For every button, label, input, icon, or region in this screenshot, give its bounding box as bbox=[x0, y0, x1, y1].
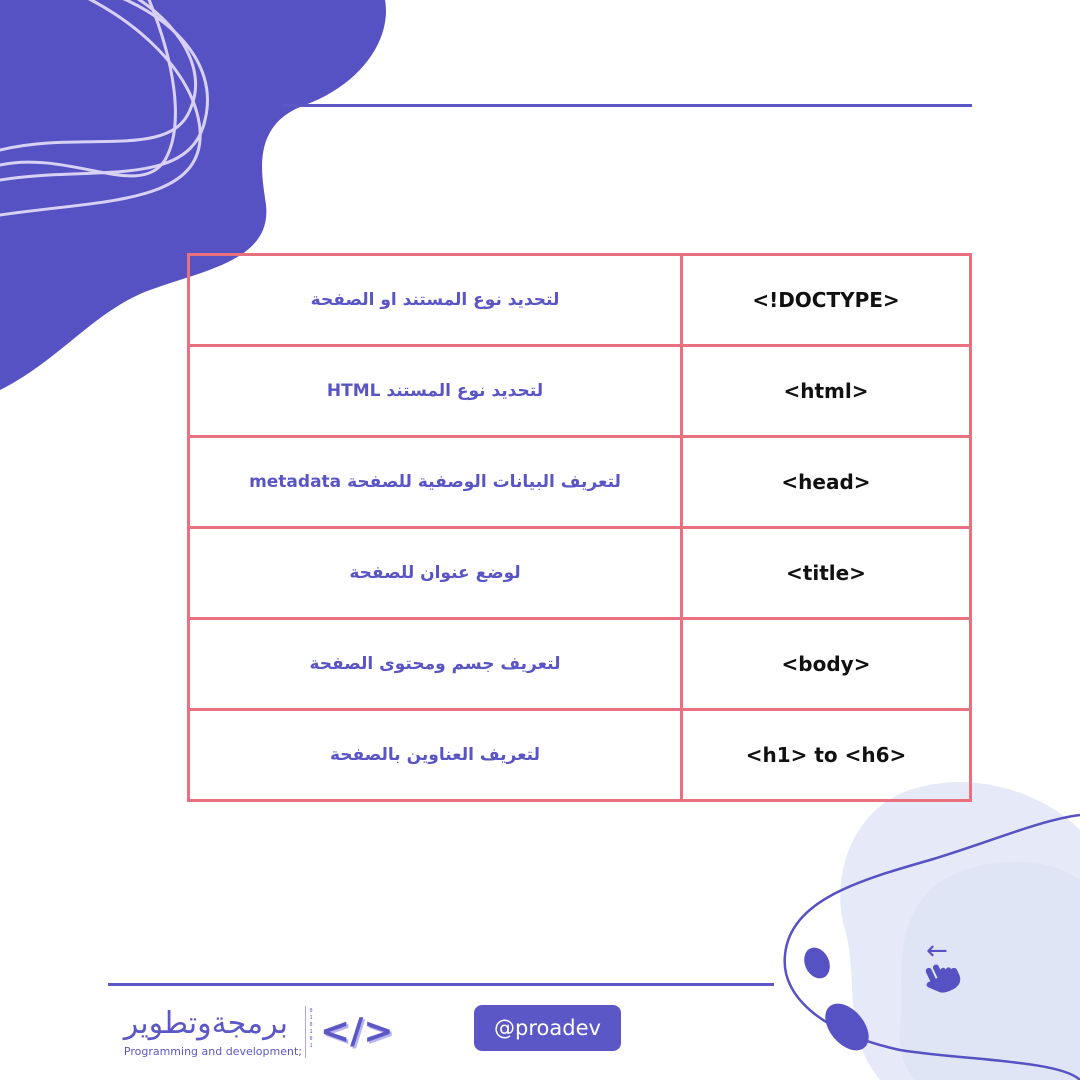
table-row bbox=[189, 346, 971, 437]
table-row bbox=[189, 437, 971, 528]
table-row bbox=[189, 528, 971, 619]
swipe-arrow-icon: ← bbox=[926, 936, 948, 966]
top-rule bbox=[283, 104, 972, 107]
logo-bit: 0 bbox=[309, 1022, 313, 1028]
tag-description: لتحديد نوع المستند او الصفحة bbox=[189, 255, 682, 346]
tag-description: لتعريف البيانات الوصفية للصفحة metadata bbox=[189, 437, 682, 528]
code-brackets-icon: </> bbox=[320, 1011, 394, 1052]
logo-binary-bits bbox=[306, 1008, 316, 1050]
dot-small bbox=[799, 943, 834, 982]
tag-description: لوضع عنوان للصفحة bbox=[189, 528, 682, 619]
tag-description: لتحديد نوع المستند HTML bbox=[189, 346, 682, 437]
tag-description: لتعريف العناوين بالصفحة bbox=[189, 710, 682, 801]
tag-name: <!DOCTYPE> bbox=[682, 255, 971, 346]
logo-bit: 1 bbox=[309, 1029, 313, 1035]
tag-name: <title> bbox=[682, 528, 971, 619]
table-row bbox=[189, 710, 971, 801]
logo-bit: 1 bbox=[309, 1043, 313, 1049]
brand-name-arabic: برمجةوتطوير bbox=[123, 1006, 288, 1041]
brand-tagline: Programming and development; bbox=[123, 1045, 302, 1058]
html-tags-table bbox=[187, 253, 972, 802]
tag-name: <body> bbox=[682, 619, 971, 710]
bottom-rule bbox=[108, 983, 774, 986]
tag-name: <head> bbox=[682, 437, 971, 528]
table-row bbox=[189, 619, 971, 710]
logo-bit: 0 bbox=[309, 1036, 313, 1042]
social-handle-button[interactable]: @proadev bbox=[474, 1005, 621, 1051]
tag-name: <h1> to <h6> bbox=[682, 710, 971, 801]
table-row bbox=[189, 255, 971, 346]
tag-name: <html> bbox=[682, 346, 971, 437]
logo-bit: 1 bbox=[309, 1015, 313, 1021]
tag-description: لتعريف جسم ومحتوى الصفحة bbox=[189, 619, 682, 710]
logo-bit: 0 bbox=[309, 1008, 313, 1014]
